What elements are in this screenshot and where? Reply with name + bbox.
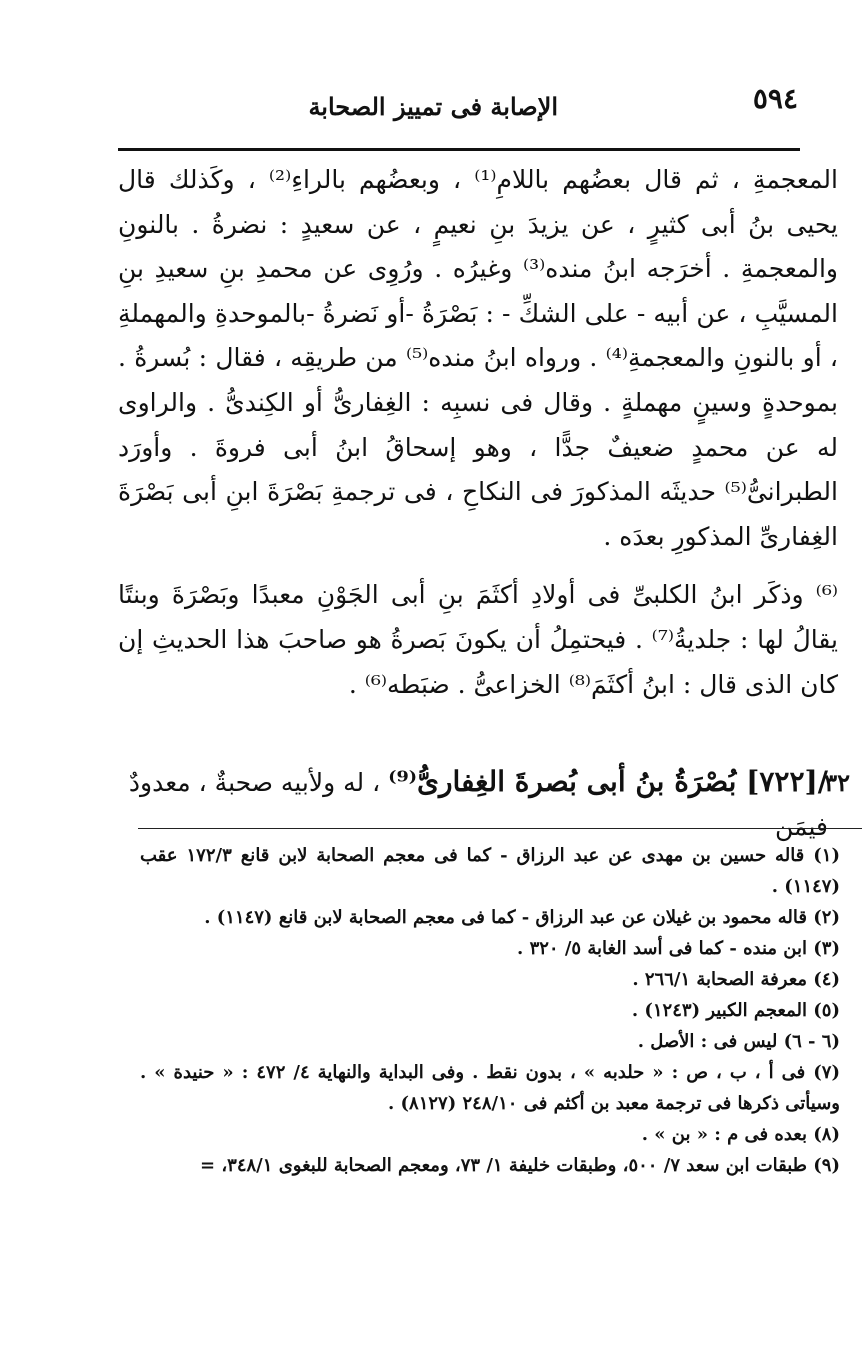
footnote: (٩) طبقات ابن سعد ٧/ ٥٠٠، وطبقات خليفة ١/ ٧٣، ومعجم الصحابة للبغوى ٣٤٨/١، = [200, 1155, 840, 1176]
footnote: (١) قاله حسين بن مهدى عن عبد الرزاق - كما فى معجم الصحابة لابن قانع ١٧٢/٣ عقب (١١٤٧) . [140, 845, 840, 897]
footnote: (٥) المعجم الكبير (١٢٤٣) . [631, 1000, 840, 1021]
margin-manuscript-number: ٣٢ [824, 768, 850, 797]
entry-text: ، له ولأبيه صحبةٌ ، معدودٌ فيمَن [128, 768, 828, 841]
main-text [118, 158, 838, 707]
footnote: (٦ - ٦) ليس فى : الأصل . [637, 1031, 840, 1052]
footnote-separator [138, 828, 862, 829]
paragraph: المعجمةِ ، ثم قال بعضُهم باللامِ⁽¹⁾ ، وبعضُهم بالراءِ⁽²⁾ ، وكَذلك قال يحيى بنُ أبى كثيرٍ ، عن يزيدَ بنِ نعيمٍ ، عن سعيدٍ : نضرةُ . بالنونِ والمعجمةِ . أخرَجه ابنُ منده⁽³⁾ وغيرُه . ورُوِى عن محمدِ بنِ سعيدِ بنِ المسيَّبِ ، عن أبيه - على الشكِّ - : بَصْرَةُ -أو نَضرةُ -بالموحدةِ والمهملةِ ، أو بالنونِ والمعجمةِ⁽⁴⁾ . ورواه ابنُ منده⁽⁵⁾ من طريقِه ، فقال : بُسرةُ . بموحدةٍ وسينٍ مهملةٍ . وقال فى نسبِه : الغِفارىُّ أو الكِندىُّ . والراوى له عن محمدٍ ضعيفٌ جدًّا ، وهو إسحاقُ ابنُ أبى فروةَ . وأورَد الطبرانىُّ⁽⁵⁾ حديثَه المذكورَ فى النكاحِ ، فى ترجمةِ بَصْرَةَ ابنِ أبى بَصْرَةَ الغِفارىِّ المذكورِ بعدَه . [118, 165, 838, 551]
running-title: الإصابة فى تمييز الصحابة [308, 92, 558, 121]
footnote: (٨) بعده فى م : « بن » . [641, 1124, 840, 1145]
entry-heading: /[٧٢٢] بُصْرَةُ بنُ أبى بُصرةَ الغِفارىُّ⁽⁹⁾ [388, 765, 828, 798]
footnote: (٤) معرفة الصحابة ٢٦٦/١ . [632, 969, 840, 990]
footnote: (٧) فى أ ، ب ، ص : « حلدبه » ، بدون نقط . وفى البداية والنهاية ٤/ ٤٧٢ : « حنيدة » . وسيأتى ذكرها فى ترجمة معبد بن أكثم فى ٢٤٨/١٠ (٨١٢٧) . [140, 1062, 840, 1114]
header-rule [118, 148, 800, 151]
biography-entry [118, 760, 828, 849]
footnote: (٣) ابن منده - كما فى أسد الغابة ٥/ ٣٢٠ . [517, 938, 840, 959]
page-header [118, 82, 798, 126]
footnotes [140, 840, 840, 1181]
paragraph: ⁽⁶⁾ وذكَر ابنُ الكلبىِّ فى أولادِ أكثَمَ بنِ أبى الجَوْنِ معبدًا وبَصْرَةَ وبنتًا يقالُ لها : جلديةُ⁽⁷⁾ . فيحتمِلُ أن يكونَ بَصرةُ هو صاحبَ هذا الحديثِ إن كان الذى قال : ابنُ أكثَمَ⁽⁸⁾ الخزاعىُّ . ضبَطه⁽⁶⁾ . [118, 580, 838, 699]
page-number: ٥٩٤ [752, 82, 798, 115]
footnote: (٢) قاله محمود بن غيلان عن عبد الرزاق - كما فى معجم الصحابة لابن قانع (١١٤٧) . [204, 907, 840, 928]
